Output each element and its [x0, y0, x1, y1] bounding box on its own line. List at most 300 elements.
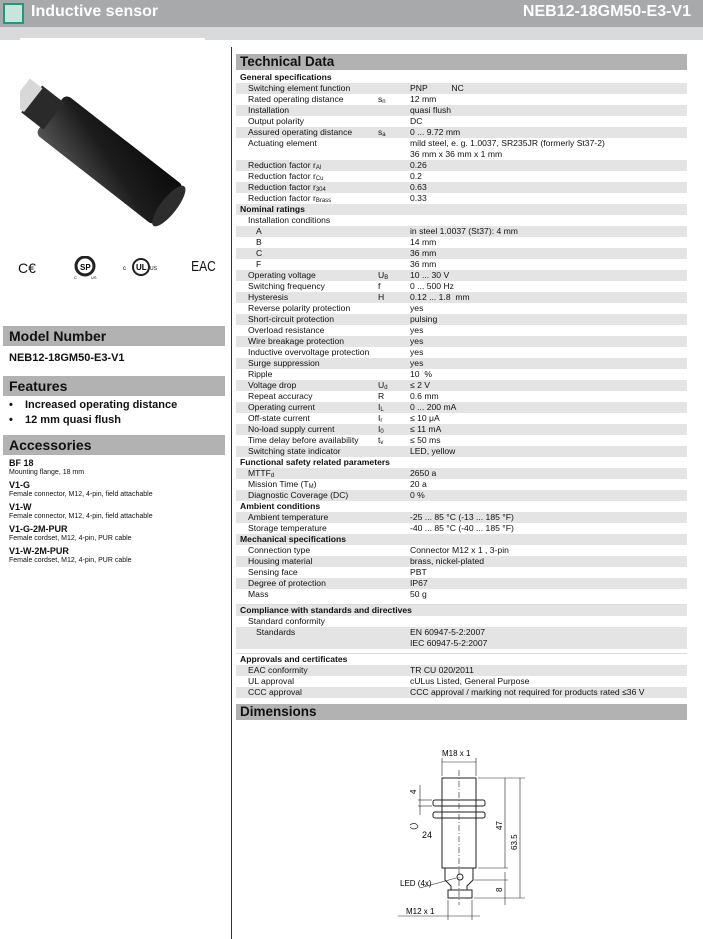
- certification-logos: [18, 256, 218, 280]
- spec-value: 36 mm: [410, 248, 437, 258]
- spec-value: in steel 1.0037 (St37): 4 mm: [410, 226, 518, 236]
- spec-value: [410, 259, 687, 270]
- spec-symbol: I: [378, 413, 381, 423]
- spec-value: [410, 358, 687, 369]
- spec-value: [410, 127, 687, 138]
- spec-label: [236, 556, 378, 567]
- accessory-desc: Female cordset, M12, 4-pin, PUR cable: [9, 535, 132, 542]
- spec-label: [236, 281, 381, 292]
- accessory-name: V1-W-2M-PUR: [9, 546, 69, 556]
- spec-row: [236, 325, 687, 336]
- dim-thread-bottom: M12 x 1: [406, 907, 435, 916]
- dim-thread-top: M18 x 1: [442, 749, 471, 758]
- spec-row: [236, 281, 687, 292]
- spec-row: [236, 490, 687, 501]
- spec-value: yes: [410, 325, 424, 335]
- spec-value: cULus Listed, General Purpose: [410, 676, 530, 686]
- spec-label: [236, 105, 378, 116]
- spec-value: Connector M12 x 1 , 3-pin: [410, 545, 509, 555]
- spec-symbol: [378, 468, 410, 479]
- spec-label: Brass: [315, 198, 332, 204]
- spec-label: Assured operating distance: [248, 127, 353, 137]
- features-heading: Features: [3, 376, 225, 396]
- spec-label: Off-state current: [248, 413, 310, 423]
- spec-label: UL approval: [248, 676, 295, 686]
- spec-value: [410, 402, 687, 413]
- spec-value: 10 ... 30 V: [410, 270, 450, 280]
- dim-body-length: 47: [495, 821, 504, 830]
- spec-label: Switching element function: [248, 83, 351, 93]
- spec-value: PBT: [410, 567, 427, 577]
- spec-value: 0.2: [410, 171, 422, 181]
- spec-label: Switching frequency: [248, 281, 325, 291]
- spec-value: [410, 391, 687, 402]
- spec-label: [236, 687, 378, 698]
- svg-text:UL: UL: [136, 263, 147, 272]
- spec-label: [236, 380, 378, 391]
- spec-row: [236, 303, 687, 314]
- dimension-drawing: [380, 740, 540, 939]
- spec-label: [236, 336, 378, 347]
- spec-label: [236, 616, 378, 627]
- accessory-name: V1-G: [9, 480, 31, 490]
- spec-row: [236, 358, 687, 369]
- spec-label: Mass: [248, 589, 269, 599]
- spec-value: 0.6 mm: [410, 391, 439, 401]
- spec-label: [236, 237, 378, 248]
- spec-symbol: [378, 270, 410, 281]
- spec-symbol: [378, 215, 410, 226]
- spec-symbol: I: [378, 402, 381, 412]
- spec-row: [236, 627, 687, 649]
- spec-value: [410, 215, 687, 226]
- spec-symbol: [378, 402, 410, 413]
- spec-value: ≤ 50 ms: [410, 435, 441, 445]
- spec-symbol: [378, 545, 410, 556]
- spec-label: Sensing face: [248, 567, 298, 577]
- spec-label: [236, 413, 381, 424]
- spec-value: [410, 512, 687, 523]
- spec-label: [236, 83, 378, 94]
- spec-symbol: [378, 94, 410, 105]
- spec-label: Standard conformity: [248, 616, 325, 626]
- spec-row: [236, 468, 687, 479]
- spec-value: [410, 490, 687, 501]
- spec-symbol: s: [378, 94, 383, 104]
- spec-label: Actuating element: [248, 138, 317, 148]
- spec-symbol: d: [384, 385, 388, 391]
- spec-symbol: [378, 303, 410, 314]
- spec-value: [410, 567, 687, 578]
- spec-symbol: [378, 325, 410, 336]
- spec-value: 0 ... 9.72 mm: [410, 127, 461, 137]
- spec-row: [236, 545, 687, 556]
- spec-label: [236, 193, 378, 204]
- spec-symbol: v: [380, 440, 384, 446]
- spec-value: 20 a: [410, 479, 427, 489]
- spec-label: [236, 182, 378, 193]
- spec-label: [236, 578, 378, 589]
- spec-label: MTTF: [248, 468, 271, 478]
- spec-value: [410, 182, 687, 193]
- svg-text:c: c: [123, 266, 126, 272]
- spec-label: Reduction factor r: [248, 193, 316, 203]
- header-model: NEB12-18GM50-E3-V1: [522, 3, 691, 20]
- spec-value: [410, 281, 687, 292]
- spec-value: [410, 138, 687, 160]
- spec-value: 0 ... 200 mA: [410, 402, 457, 412]
- spec-label: Reduction factor r: [248, 171, 316, 181]
- spec-label: Repeat accuracy: [248, 391, 313, 401]
- spec-value: [410, 369, 687, 380]
- spec-value: brass, nickel-plated: [410, 556, 485, 566]
- accessory-desc: Mounting flange, 18 mm: [9, 469, 85, 476]
- spec-row: [236, 369, 687, 380]
- ul-logo: [123, 256, 163, 278]
- csa-logo: [73, 256, 99, 280]
- spec-value: [410, 479, 687, 490]
- spec-symbol: [378, 248, 410, 259]
- spec-row: [236, 435, 687, 446]
- spec-row: [236, 402, 687, 413]
- spec-row: [236, 578, 687, 589]
- spec-symbol: f: [378, 281, 381, 291]
- spec-value: [410, 248, 687, 259]
- dim-connector-length: 8: [495, 887, 504, 892]
- spec-row: [236, 687, 687, 698]
- spec-value: [410, 435, 687, 446]
- spec-value: LED, yellow: [410, 446, 456, 456]
- spec-value: [410, 578, 687, 589]
- spec-symbol: [378, 424, 410, 435]
- spec-label: [236, 512, 378, 523]
- spec-label: Overload resistance: [248, 325, 325, 335]
- spec-label: [236, 292, 378, 303]
- spec-row: [236, 171, 687, 182]
- spec-label: [236, 303, 378, 314]
- eac-logo: EAC: [191, 258, 216, 275]
- dim-total-length: 63.5: [510, 834, 519, 850]
- spec-label: CCC approval: [248, 687, 302, 697]
- spec-label: A: [256, 226, 262, 236]
- spec-value: [410, 446, 687, 457]
- spec-symbol: [378, 676, 410, 687]
- spec-value: [410, 424, 687, 435]
- spec-label: Hysteresis: [248, 292, 289, 302]
- spec-symbol: n: [382, 99, 386, 105]
- spec-row: [236, 259, 687, 270]
- spec-symbol: r: [380, 418, 383, 424]
- spec-value: 0 ... 500 Hz: [410, 281, 454, 291]
- spec-symbol: [378, 369, 410, 380]
- accessory-name: V1-W: [9, 502, 32, 512]
- spec-value: [410, 380, 687, 391]
- spec-value: [410, 160, 687, 171]
- spec-value: IP67: [410, 578, 428, 588]
- spec-label: [236, 127, 378, 138]
- spec-symbol: U: [378, 380, 385, 390]
- spec-row: [236, 556, 687, 567]
- spec-value: [410, 292, 687, 303]
- spec-label: Time delay before availability: [248, 435, 359, 445]
- spec-value: [410, 556, 687, 567]
- spec-symbol: [378, 105, 410, 116]
- spec-value: [410, 237, 687, 248]
- spec-row: [236, 105, 687, 116]
- spec-label: Installation conditions: [248, 215, 331, 225]
- spec-symbol: [378, 665, 410, 676]
- spec-value: [410, 687, 687, 698]
- spec-row: [236, 237, 687, 248]
- spec-row: [236, 391, 687, 402]
- spec-label: [236, 435, 381, 446]
- spec-symbol: R: [378, 391, 385, 401]
- header-bar: [0, 0, 703, 27]
- spec-value: [410, 226, 687, 237]
- spec-value: [410, 627, 687, 649]
- spec-symbol: [378, 127, 410, 138]
- spec-value: [410, 616, 687, 627]
- spec-symbol: L: [380, 407, 384, 413]
- spec-symbol: [378, 616, 410, 627]
- spec-value: 36 mm x 36 mm x 1 mm: [410, 149, 503, 159]
- spec-label: [236, 424, 381, 435]
- spec-row: [236, 215, 687, 226]
- spec-symbol: [378, 160, 410, 171]
- spec-symbol: [378, 380, 410, 391]
- spec-symbol: [378, 490, 410, 501]
- spec-label: [236, 259, 378, 270]
- spec-value: quasi flush: [410, 105, 452, 115]
- spec-row: [236, 193, 687, 204]
- spec-row: [236, 523, 687, 534]
- accessory-name: V1-G-2M-PUR: [9, 524, 68, 534]
- spec-symbol: [378, 578, 410, 589]
- section-heading: Functional safety related parameters: [240, 457, 390, 467]
- spec-value: [410, 171, 687, 182]
- technical-data-heading: Technical Data: [236, 54, 687, 70]
- spec-label: Inductive overvoltage protection: [248, 347, 370, 357]
- spec-symbol: a: [382, 132, 386, 138]
- spec-row: [236, 314, 687, 325]
- spec-label: EAC conformity: [248, 665, 308, 675]
- spec-symbol: [378, 182, 410, 193]
- spec-label: d: [270, 473, 275, 479]
- spec-symbol: t: [378, 435, 381, 445]
- spec-value: [410, 665, 687, 676]
- spec-symbol: [378, 556, 410, 567]
- spec-symbol: [378, 281, 410, 292]
- spec-value: [410, 325, 687, 336]
- dimensions-heading: Dimensions: [236, 704, 687, 720]
- spec-row: [236, 270, 687, 281]
- spec-label: Installation: [248, 105, 290, 115]
- spec-symbol: [378, 138, 410, 149]
- spec-label: [236, 402, 381, 413]
- spec-value: CCC approval / marking not required for products rated ≤36 V: [410, 687, 645, 697]
- technical-data: [236, 54, 687, 720]
- spec-symbol: H: [378, 292, 385, 302]
- spec-symbol: [378, 336, 410, 347]
- spec-value: 36 mm: [410, 259, 437, 269]
- spec-value: yes: [410, 336, 424, 346]
- spec-value: [410, 589, 687, 600]
- spec-label: Surge suppression: [248, 358, 320, 368]
- spec-symbol: [378, 687, 410, 698]
- spec-value: yes: [410, 358, 424, 368]
- spec-label: [236, 94, 378, 105]
- spec-row: [236, 138, 687, 160]
- spec-value: [410, 303, 687, 314]
- spec-row: [236, 83, 687, 94]
- spec-label: F: [256, 259, 262, 269]
- spec-value: [410, 193, 687, 204]
- spec-label: 304: [315, 187, 326, 193]
- spec-row: [236, 424, 687, 435]
- spec-label: C: [256, 248, 263, 258]
- spec-symbol: [378, 116, 410, 127]
- spec-row: [236, 347, 687, 358]
- spec-row: [236, 226, 687, 237]
- spec-row: [236, 182, 687, 193]
- dim-nut: 4: [409, 789, 418, 794]
- spec-symbol: [378, 83, 410, 94]
- doc-title: Inductive sensor: [31, 3, 159, 20]
- spec-label: [236, 627, 378, 638]
- spec-label: Connection type: [248, 545, 311, 555]
- spec-label: Reverse polarity protection: [248, 303, 351, 313]
- spec-symbol: 0: [380, 429, 384, 435]
- spec-value: 0.12 ... 1.8 mm: [410, 292, 470, 302]
- accessories-list: [9, 458, 224, 568]
- spec-value: [410, 336, 687, 347]
- spec-label: Al: [315, 165, 322, 171]
- spec-label: [236, 545, 378, 556]
- spec-label: Switching state indicator: [248, 446, 341, 456]
- spec-value: ≤ 10 μA: [410, 413, 440, 423]
- spec-row: [236, 292, 687, 303]
- spec-label: Housing material: [248, 556, 313, 566]
- accessories-heading: Accessories: [3, 435, 225, 455]
- accessory-desc: Female connector, M12, 4-pin, field attachable: [9, 513, 153, 520]
- dim-wrench: 24: [422, 830, 433, 840]
- spec-value: [410, 413, 687, 424]
- spec-value: [410, 523, 687, 534]
- spec-value: IEC 60947-5-2:2007: [410, 638, 488, 648]
- spec-symbol: [378, 171, 410, 182]
- spec-value: 0.33: [410, 193, 427, 203]
- spec-row: [236, 127, 687, 138]
- section-heading: Approvals and certificates: [236, 653, 687, 665]
- accessory-desc: Female cordset, M12, 4-pin, PUR cable: [9, 557, 132, 564]
- dim-led: LED (4x): [400, 879, 432, 888]
- spec-label: Mission Time (T: [248, 479, 309, 489]
- column-divider: [231, 47, 232, 939]
- spec-label: [236, 523, 378, 534]
- spec-row: [236, 94, 687, 105]
- spec-symbol: [378, 314, 410, 325]
- spec-label: Cu: [315, 176, 324, 182]
- spec-row: [236, 413, 687, 424]
- spec-label: [236, 446, 378, 457]
- spec-label: Ripple: [248, 369, 273, 379]
- spec-row: [236, 616, 687, 627]
- spec-symbol: [378, 479, 410, 490]
- spec-label: Voltage drop: [248, 380, 297, 390]
- spec-label: [236, 325, 378, 336]
- spec-label: M: [308, 484, 314, 490]
- spec-symbol: [378, 193, 410, 204]
- section-heading: Nominal ratings: [236, 204, 687, 215]
- spec-value: [410, 270, 687, 281]
- spec-row: [236, 336, 687, 347]
- model-number: NEB12-18GM50-E3-V1: [9, 352, 125, 364]
- spec-symbol: B: [384, 275, 389, 281]
- spec-row: [236, 589, 687, 600]
- spec-label: [236, 226, 378, 237]
- spec-value: DC: [410, 116, 423, 126]
- spec-value: [410, 347, 687, 358]
- spec-label: [236, 589, 378, 600]
- spec-label: Standards: [256, 627, 296, 637]
- spec-label: Storage temperature: [248, 523, 327, 533]
- spec-label: [236, 358, 378, 369]
- spec-value: 50 g: [410, 589, 427, 599]
- section-heading: General specifications: [240, 72, 332, 82]
- spec-label: Diagnostic Coverage (DC): [248, 490, 349, 500]
- spec-label: Wire breakage protection: [248, 336, 345, 346]
- section-heading: Mechanical specifications: [236, 534, 687, 545]
- spec-symbol: [378, 446, 410, 457]
- spec-row: [236, 479, 687, 490]
- spec-label: [236, 347, 378, 358]
- spec-label: Operating voltage: [248, 270, 316, 280]
- spec-row: [236, 380, 687, 391]
- spec-row: [236, 160, 687, 171]
- brand-square-icon: [3, 3, 24, 24]
- spec-label: No-load supply current: [248, 424, 335, 434]
- spec-value: 12 mm: [410, 94, 437, 104]
- spec-row: [236, 446, 687, 457]
- spec-symbol: [378, 567, 410, 578]
- section-heading: Ambient conditions: [240, 501, 321, 511]
- spec-label: [236, 490, 378, 501]
- spec-value: [410, 116, 687, 127]
- spec-label: [236, 314, 378, 325]
- spec-value: EN 60947-5-2:2007: [410, 627, 486, 637]
- spec-row: [236, 116, 687, 127]
- spec-value: ≤ 2 V: [410, 380, 431, 390]
- spec-label: ): [313, 479, 317, 489]
- spec-symbol: [378, 627, 410, 638]
- spec-value: [410, 94, 687, 105]
- spec-symbol: [378, 523, 410, 534]
- model-number-heading: Model Number: [3, 326, 225, 346]
- spec-label: [236, 248, 378, 259]
- spec-row: [236, 512, 687, 523]
- spec-label: [236, 676, 378, 687]
- spec-symbol: [378, 512, 410, 523]
- spec-value: 14 mm: [410, 237, 437, 247]
- spec-value: -40 ... 85 °C (-40 ... 185 °F): [410, 523, 514, 533]
- spec-symbol: [378, 413, 410, 424]
- spec-value: [410, 105, 687, 116]
- spec-label: B: [256, 237, 262, 247]
- spec-value: 0 %: [410, 490, 425, 500]
- spec-label: [236, 215, 378, 226]
- svg-text:US: US: [91, 275, 97, 280]
- spec-value: 0.63: [410, 182, 427, 192]
